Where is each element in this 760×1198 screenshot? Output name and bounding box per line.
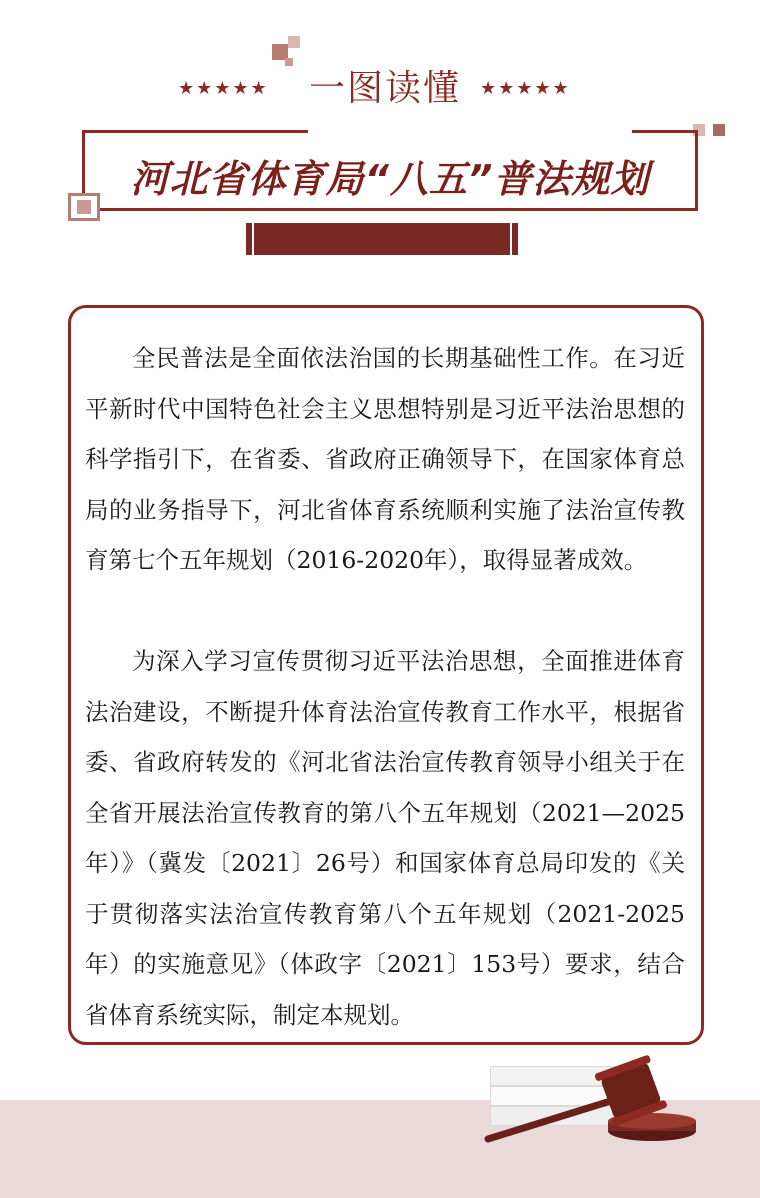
stars-left: ★★★★★ xyxy=(178,78,269,99)
decorative-square xyxy=(288,36,300,48)
page-subtitle: 一图读懂 xyxy=(308,68,461,109)
paragraph-2: 为深入学习宣传贯彻习近平法治思想，全面推进体育法治建设，不断提升体育法治宣传教育工作水平，根据省委、省政府转发的《河北省法治宣传教育领导小组关于在全省开展法治宣传教育的第八个五年规划（2021—2025年）》（冀发〔2021〕26号）和国家体育总局印发的《关于贯彻落实法治宣传教育第八个五年规划（2021-2025年）的实施意见》（体政字〔2021〕153号）要求，结合省体育系统实际，制定本规划。 xyxy=(85,647,685,1029)
stars-right: ★★★★★ xyxy=(480,78,571,99)
title-underline-bar xyxy=(246,223,518,255)
paragraph-1: 全民普法是全面依法治国的长期基础性工作。在习近平新时代中国特色社会主义思想特别是习近平法治思想的科学指引下，在省委、省政府正确领导下，在国家体育总局的业务指导下，河北省体育系统顺利实施了法治宣传教育第七个五年规划（2016-2020年），取得显著成效。 xyxy=(85,344,685,574)
decorative-square xyxy=(713,124,725,136)
frame-line xyxy=(632,130,698,133)
gavel-icon xyxy=(480,1055,710,1155)
page-title: 河北省体育局“八五”普法规划 xyxy=(130,157,650,201)
frame-line xyxy=(82,208,698,211)
decorative-square xyxy=(285,58,293,66)
frame-line xyxy=(82,130,308,133)
